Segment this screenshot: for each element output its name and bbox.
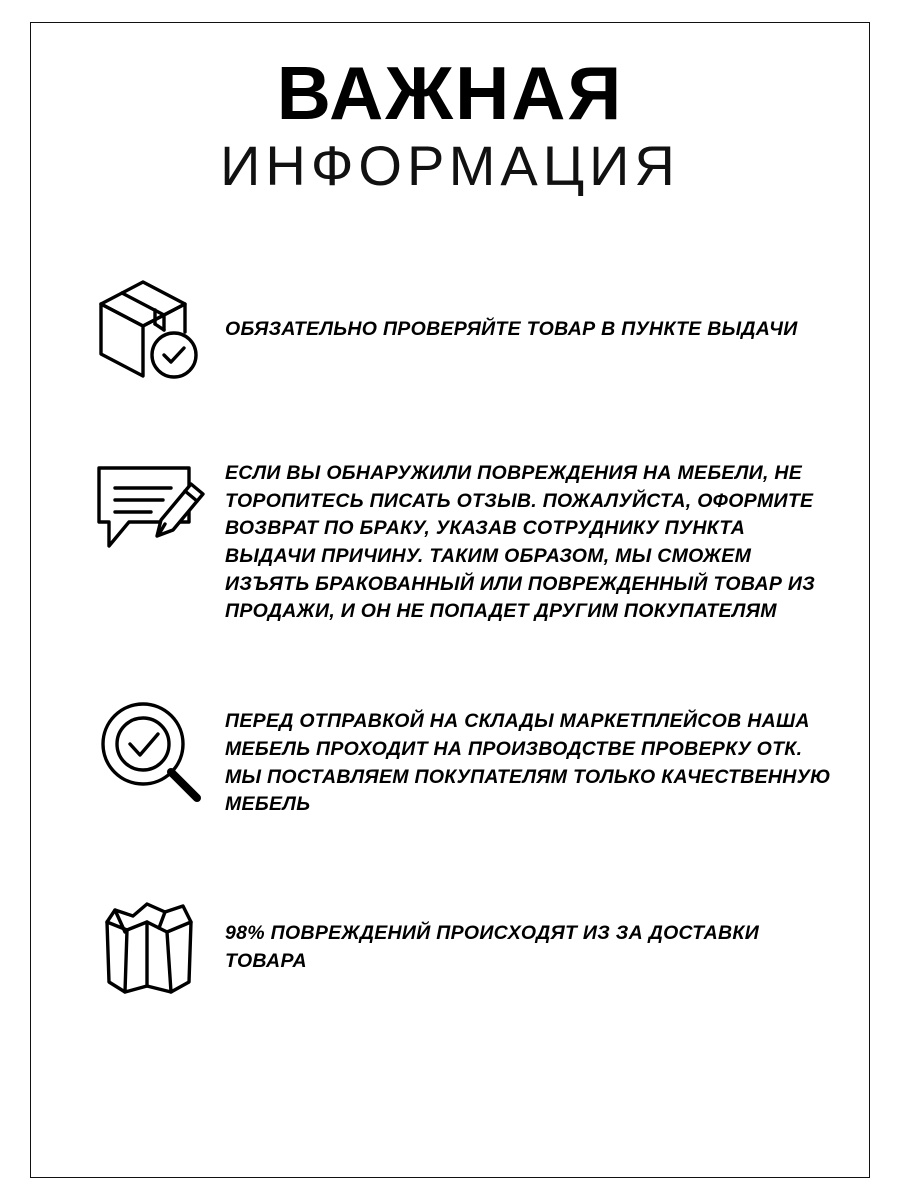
damaged-box-icon — [75, 882, 225, 1012]
review-write-icon — [75, 442, 225, 572]
package-check-icon — [75, 266, 225, 396]
list-item-text: ПЕРЕД ОТПРАВКОЙ НА СКЛАДЫ МАРКЕТПЛЕЙСОВ НАША МЕБЕЛЬ ПРОХОДИТ НА ПРОИЗВОДСТВЕ ПРОВЕРКУ ОТК. МЫ ПОСТАВЛЯЕМ ПОКУПАТЕЛЯМ ТОЛЬКО КАЧЕСТВЕННУЮ МЕБЕЛЬ — [225, 710, 831, 816]
page-header — [0, 51, 900, 197]
info-list — [75, 266, 835, 1012]
page-title: ВАЖНАЯ — [276, 51, 624, 135]
list-item — [75, 442, 835, 626]
list-item-text: ОБЯЗАТЕЛЬНО ПРОВЕРЯЙТЕ ТОВАР В ПУНКТЕ ВЫДАЧИ — [225, 318, 798, 340]
list-item — [75, 690, 835, 820]
list-item — [75, 266, 835, 396]
list-item — [75, 882, 835, 1012]
page-subtitle: ИНФОРМАЦИЯ — [220, 134, 680, 197]
list-item-text: 98% ПОВРЕЖДЕНИЙ ПРОИСХОДЯТ ИЗ ЗА ДОСТАВКИ ТОВАРА — [225, 922, 760, 972]
magnifier-check-icon — [75, 690, 225, 820]
list-item-text: ЕСЛИ ВЫ ОБНАРУЖИЛИ ПОВРЕЖДЕНИЯ НА МЕБЕЛИ, НЕ ТОРОПИТЕСЬ ПИСАТЬ ОТЗЫВ. ПОЖАЛУЙСТА, ОФОРМИТЕ ВОЗВРАТ ПО БРАКУ, УКАЗАВ СОТРУДНИКУ ПУНКТА ВЫДАЧИ ПРИЧИНУ. ТАКИМ ОБРАЗОМ, МЫ СМОЖЕМ ИЗЪЯТЬ БРАКОВАННЫЙ ИЛИ ПОВРЕЖДЕННЫЙ ТОВАР ИЗ ПРОДАЖИ, И ОН НЕ ПОПАДЕТ ДРУГИМ ПОКУПАТЕЛЯМ — [225, 462, 816, 623]
